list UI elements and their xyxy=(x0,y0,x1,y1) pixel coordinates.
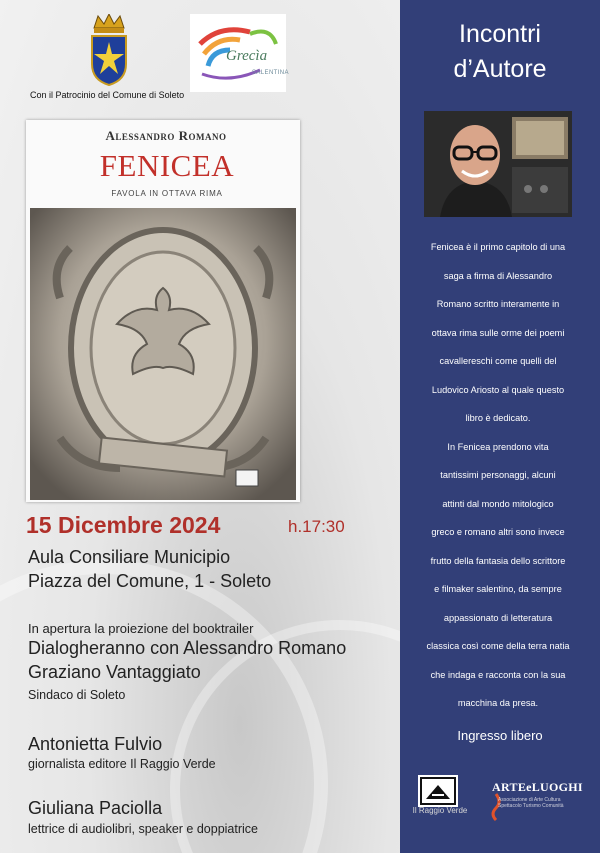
stone-phoenix-relief-image xyxy=(30,208,296,500)
description-line: libro è dedicato. xyxy=(465,413,531,423)
description-line: classica così come della terra natia xyxy=(426,641,570,651)
description-line: greco e romano altri sono invece xyxy=(431,527,565,537)
event-time: h.17:30 xyxy=(288,517,345,536)
patronage-text: Con il Patrocinio del Comune di Soleto xyxy=(30,90,185,100)
series-title xyxy=(400,17,600,87)
free-entry-label: Ingresso libero xyxy=(457,728,543,743)
grecia-logo-sub: SALENTINA xyxy=(252,70,289,76)
dialog-heading: Dialogheranno con Alessandro Romano xyxy=(28,638,347,658)
book-title: FENICEA xyxy=(99,148,235,183)
guest-mayor-name: Graziano Vantaggiato xyxy=(28,662,201,682)
description-line: attinti dal mondo mitologico xyxy=(442,498,554,509)
event-date: 15 Dicembre 2024 xyxy=(26,512,221,538)
description-line: Ludovico Ariosto al quale questo xyxy=(431,384,565,395)
author-photo xyxy=(424,111,572,217)
arti-luoghi-subtitle xyxy=(498,797,568,809)
description-line: che indaga e racconta con la sua xyxy=(430,669,566,680)
event-venue: Aula Consiliare Municipio xyxy=(28,547,231,567)
raggio-verde-label: Il Raggio Verde xyxy=(412,806,468,815)
grecia-logo-word: Grecìa xyxy=(226,48,268,64)
description-line: ottava rima sulle orme dei poemi xyxy=(431,327,565,338)
arti-luoghi-logo: ARTEeLUOGHI xyxy=(492,780,583,794)
raggio-verde-logo xyxy=(418,775,458,807)
description-line: tantissimi personaggi, alcuni xyxy=(440,470,556,480)
book-description xyxy=(404,233,592,718)
book-author: Alessandro Romano xyxy=(105,128,227,143)
description-line: appassionato di letteratura xyxy=(443,612,553,623)
description-line: frutto della fantasia dello scrittore xyxy=(430,555,566,566)
description-line: e filmaker salentino, da sempre xyxy=(434,584,562,594)
description-line: cavallereschi come quelli del xyxy=(439,356,557,366)
description-line: saga a firma di Alessandro xyxy=(443,270,553,281)
event-address: Piazza del Comune, 1 - Soleto xyxy=(28,571,272,591)
guest-mayor-role: Sindaco di Soleto xyxy=(28,688,126,702)
book-subtitle: FAVOLA IN OTTAVA RIMA xyxy=(111,189,223,198)
guest-name: Antonietta Fulvio xyxy=(28,734,163,754)
arti-luoghi-subtitle-line: Spettacolo Turismo Comunità xyxy=(498,803,564,809)
description-line: In Fenicea prendono vita xyxy=(447,441,549,452)
description-line: Romano scritto interamente in xyxy=(436,299,560,309)
soleto-crest-icon xyxy=(88,14,130,86)
raggio-verde-mark-icon xyxy=(418,775,458,807)
guest-role: giornalista editore Il Raggio Verde xyxy=(28,757,216,771)
series-title-line: Incontri xyxy=(459,20,541,48)
arti-luoghi-subtitle-line: Associazione di Arte Cultura xyxy=(498,797,561,803)
description-line: Fenicea è il primo capitolo di una xyxy=(430,242,566,252)
booktrailer-intro: In apertura la proiezione del booktrailer xyxy=(28,621,254,636)
guest-role: lettrice di audiolibri, speaker e doppiatrice xyxy=(28,822,258,836)
guest-name: Giuliana Paciolla xyxy=(28,798,163,818)
description-line: macchina da presa. xyxy=(457,698,539,708)
series-title-line: d’Autore xyxy=(453,55,547,83)
